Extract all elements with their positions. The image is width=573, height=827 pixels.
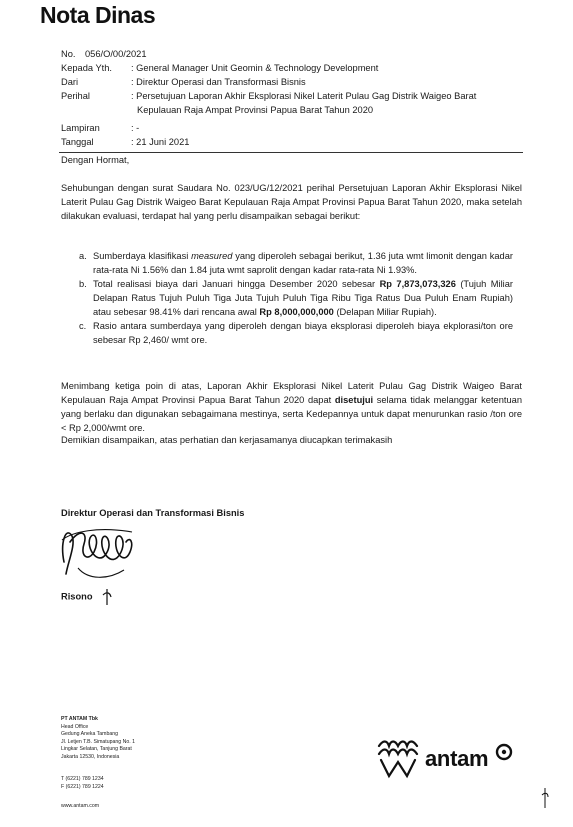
conclusion-text: Menimbang ketiga poin di atas, Laporan Akhir Eksplorasi Nikel Laterit Pulau Gag Distrik Waigeo Barat Kepulauan Raja Ampat Provinsi Papua Barat Tahun 2020 dapat bbox=[61, 381, 522, 405]
building-name: Gedung Aneka Tambang bbox=[61, 731, 119, 738]
list-item bbox=[79, 319, 513, 347]
conclusion-text-end: selama tidak melanggar ketentuan yang berlaku dan digunakan sebagaimana mestinya, serta Kedepannya untuk dapat menurunkan rasio /ton ore < Rp 2,000/wmt ore. bbox=[61, 395, 522, 433]
point-b-text: Total realisasi biaya dari Januari hingga Desember 2020 sebesar bbox=[93, 279, 380, 289]
memo-number-row bbox=[61, 47, 521, 61]
company-contact-block bbox=[61, 776, 104, 791]
recipient-label: Kepada Yth. bbox=[61, 63, 113, 73]
list-marker: b. bbox=[79, 279, 87, 289]
memo-number-value: 056/O/00/2021 bbox=[85, 49, 147, 59]
point-b-text-end: (Delapan Miliar Rupiah). bbox=[333, 307, 437, 317]
antam-emblem-icon bbox=[375, 738, 421, 780]
approval-word: disetujui bbox=[334, 395, 374, 405]
signatory-name bbox=[61, 588, 113, 606]
paraf-mark-icon bbox=[540, 787, 550, 814]
point-b-planned-amount: Rp 8,000,000,000 bbox=[259, 307, 334, 317]
memo-number-label: No. bbox=[61, 49, 76, 59]
memo-header bbox=[61, 47, 521, 149]
initial-mark-icon bbox=[101, 588, 113, 606]
point-a-italic: measured bbox=[191, 251, 233, 261]
list-marker: c. bbox=[79, 321, 87, 331]
antam-wordmark: antam bbox=[425, 746, 489, 771]
sender-label: Dari bbox=[61, 77, 79, 87]
company-address-block bbox=[61, 716, 135, 762]
company-name: PT ANTAM Tbk bbox=[61, 716, 98, 722]
list-item bbox=[79, 277, 513, 319]
point-c-text: Rasio antara sumberdaya yang diperoleh dengan biaya eksplorasi diperoleh biaya ekplorasi/ton ore sebesar Rp 2,460/ wmt ore. bbox=[93, 321, 513, 345]
attachment-row bbox=[61, 121, 521, 135]
logo-swirl-icon bbox=[494, 742, 514, 762]
date-label: Tanggal bbox=[61, 137, 94, 147]
attachment-value: : - bbox=[131, 123, 140, 133]
recipient-value: : General Manager Unit Geomin & Technology Development bbox=[131, 63, 379, 73]
intro-paragraph: Sehubungan dengan surat Saudara No. 023/UG/12/2021 perihal Persetujuan Laporan Akhir Eksplorasi Nikel Laterit Pulau Gag Distrik Waigeo Barat Kepulauan Raja Ampat Provinsi Papua Barat Tahun 2020, maka setelah dilakukan evaluasi, terdapat hal yang perlu disampaikan sebagai berikut: bbox=[61, 183, 522, 221]
date-row bbox=[61, 135, 521, 149]
subject-value: : Persetujuan Laporan Akhir Eksplorasi Nikel Laterit Pulau Gag Distrik Waigeo Barat Kepulauan Raja Ampat Provinsi Papua Barat Tahun 2020 bbox=[131, 91, 477, 115]
recipient-row bbox=[61, 61, 521, 75]
phone-number: T (6221) 789 1234 bbox=[61, 776, 104, 782]
fax-number: F (6221) 789 1224 bbox=[61, 783, 104, 790]
signatory-name-text: Risono bbox=[61, 591, 93, 602]
closing-paragraph: Demikian disampaikan, atas perhatian dan kerjasamanya diucapkan terimakasih bbox=[61, 435, 393, 445]
attachment-label: Lampiran bbox=[61, 123, 100, 133]
street-address: Jl. Letjen T.B. Simatupang No. 1 bbox=[61, 738, 136, 745]
subject-row bbox=[61, 89, 521, 117]
subject-label: Perihal bbox=[61, 91, 90, 101]
city-address: Jakarta 12530, Indonesia bbox=[61, 753, 120, 760]
signatory-title: Direktur Operasi dan Transformasi Bisnis bbox=[61, 508, 245, 518]
point-b-realized-amount: Rp 7,873,073,326 bbox=[379, 279, 456, 289]
sender-row bbox=[61, 75, 521, 89]
handwritten-signature bbox=[58, 522, 138, 589]
office-label: Head Office bbox=[61, 723, 89, 730]
greeting: Dengan Hormat, bbox=[61, 155, 130, 165]
company-website: www.antam.com bbox=[61, 803, 100, 809]
point-b-text-mid: (Tujuh Miliar Delapan Ratus Tujuh Puluh Tiga Juta Tujuh Puluh Tiga Ribu Tiga Ratus Dua Puluh Enam Rupiah) atau sebesar 98.41% dari rencana awal bbox=[93, 279, 513, 317]
list-marker: a. bbox=[79, 251, 87, 261]
conclusion-paragraph bbox=[61, 379, 522, 435]
area-address: Lingkar Selatan, Tanjung Barat bbox=[61, 746, 132, 753]
point-a-text-end: yang diperoleh sebagai berikut, 1.36 juta wmt limonit dengan kadar rata-rata Ni 1.56% dan 1.84 juta wmt saprolit dengan kadar rata-rata Ni 1.93%. bbox=[93, 251, 513, 275]
findings-list bbox=[79, 249, 513, 347]
list-item bbox=[79, 249, 513, 277]
sender-value: : Direktur Operasi dan Transformasi Bisnis bbox=[131, 77, 306, 87]
point-a-text: Sumberdaya klasifikasi bbox=[93, 251, 192, 261]
document-title: Nota Dinas bbox=[40, 2, 156, 28]
date-value: : 21 Juni 2021 bbox=[131, 137, 190, 147]
antam-logo bbox=[375, 738, 514, 780]
